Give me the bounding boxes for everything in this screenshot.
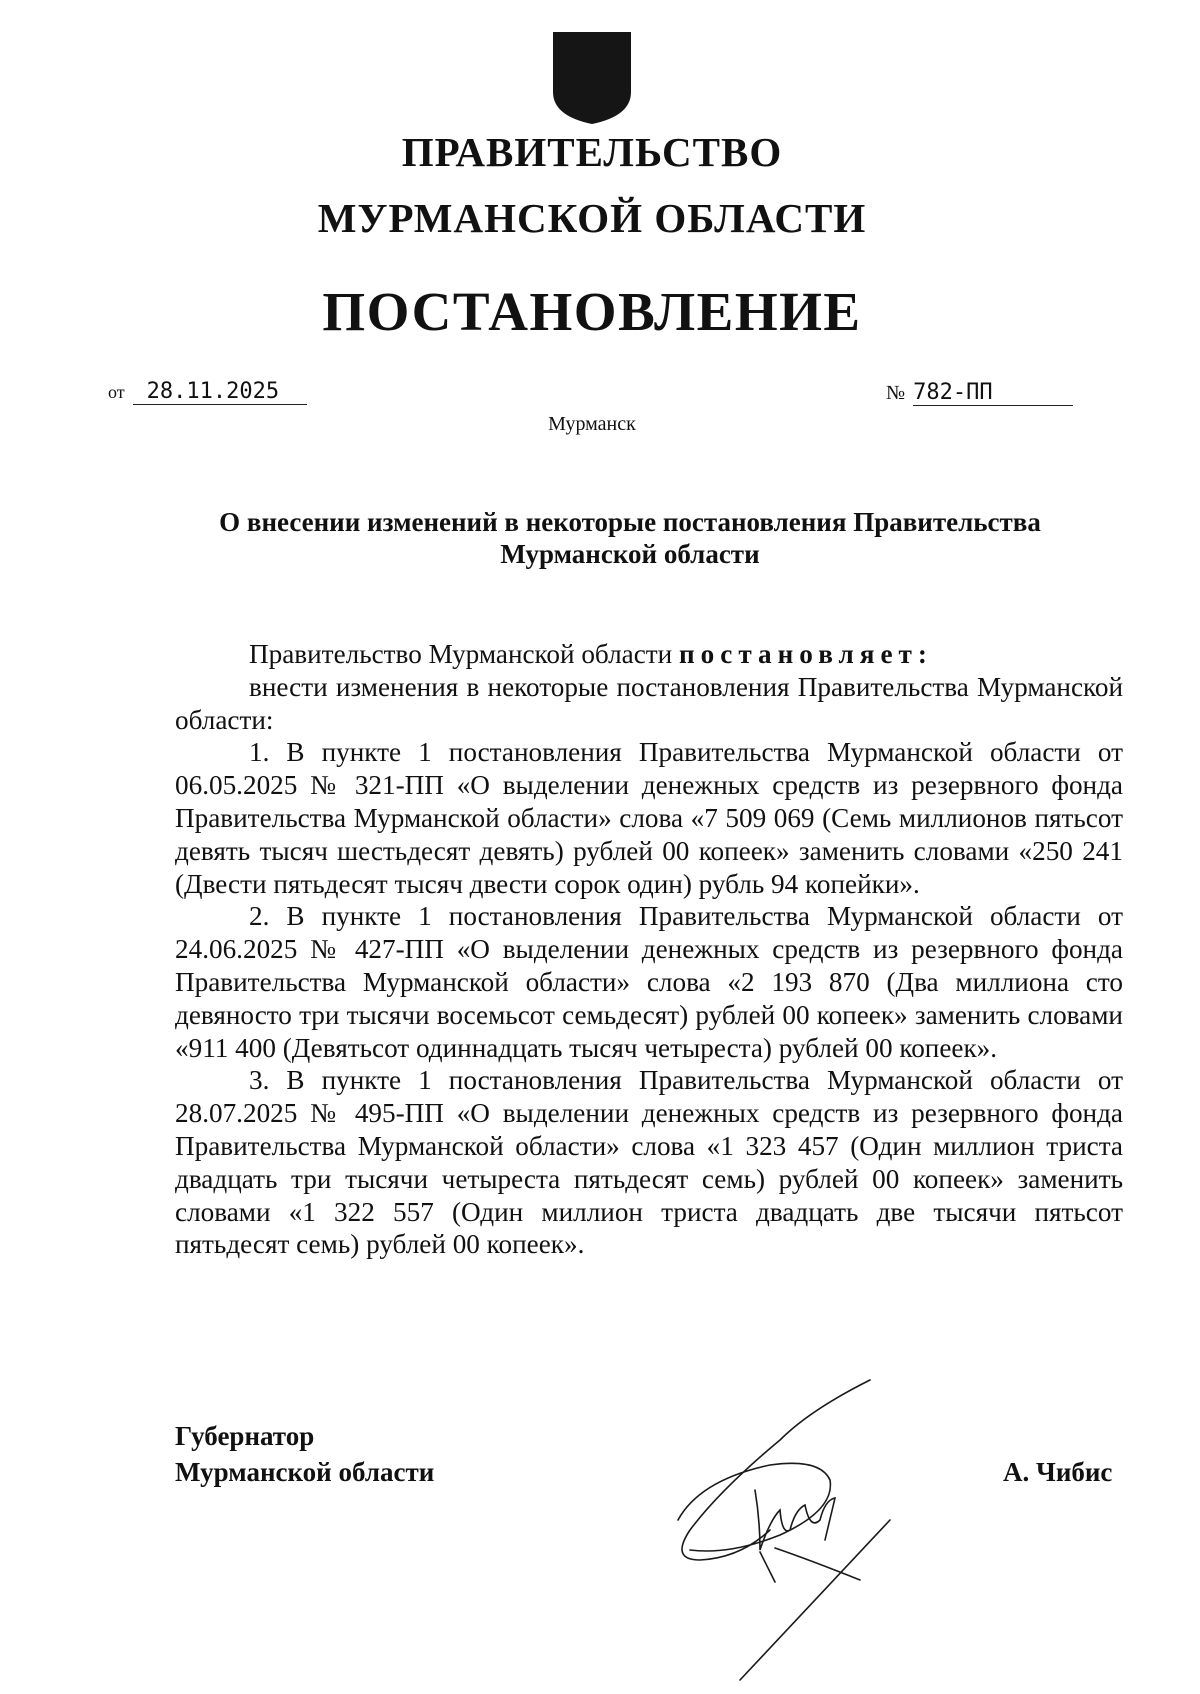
org-name-line1: ПРАВИТЕЛЬСТВО: [401, 129, 783, 175]
org-name-line2: МУРМАНСКОЙ ОБЛАСТИ: [317, 195, 867, 241]
city: Мурманск: [548, 413, 636, 435]
paragraph-item-1: 1. В пункте 1 постановления Правительства Мурманской области от 06.05.2025 № 321-ПП «О выделении денежных средств из резервного фонда Правительства Мурманской области» слова «7 509 069 (Семь миллионов пятьсот девять тысяч шестьдесят девять) рублей 00 копеек» заменить словами «250 241 (Двести пятьдесят тысяч двести сорок один) рубль 94 копейки».: [175, 737, 1123, 899]
signatory-name: А. Чибис: [1003, 1457, 1113, 1487]
signatory-position: [175, 1418, 434, 1490]
handwritten-signature: [660, 1370, 940, 1690]
document-title: О внесении изменений в некоторые постановления Правительства Мурманской области: [219, 507, 1041, 569]
document-date: 28.11.2025: [133, 380, 307, 405]
date-row: [108, 380, 307, 405]
date-label: от: [108, 382, 125, 402]
number-row: [886, 381, 1073, 406]
paragraph-item-3: 3. В пункте 1 постановления Правительства Мурманской области от 28.07.2025 № 495-ПП «О выделении денежных средств из резервного фонда Правительства Мурманской области» слова «1 323 457 (Один миллион триста двадцать три тысячи четыреста пятьдесят семь) рублей 00 копеек» заменить словами «1 322 557 (Один миллион триста двадцать две тысячи пятьсот пятьдесят семь) рублей 00 копеек».: [175, 1065, 1123, 1260]
coat-of-arms-icon: [551, 30, 633, 126]
intro-verb: постановляет:: [679, 639, 933, 669]
intro-text: Правительство Мурманской области: [249, 639, 673, 669]
intro-line2: внести изменения в некоторые постановления Правительства Мурманской области:: [175, 671, 1123, 735]
intro-paragraph: [175, 638, 1123, 671]
document-number: 782-ПП: [913, 381, 1073, 406]
number-label: №: [886, 382, 906, 404]
position-line2: Мурманской области: [175, 1457, 435, 1487]
document-body: [175, 638, 1123, 1261]
paragraph-item-2: 2. В пункте 1 постановления Правительства Мурманской области от 24.06.2025 № 427-ПП «О выделении денежных средств из резервного фонда Правительства Мурманской области» слова «2 193 870 (Два миллиона сто девяносто три тысячи восемьсот семьдесят) рублей 00 копеек» заменить словами «911 400 (Девятьсот одиннадцать тысяч четыреста) рублей 00 копеек».: [175, 901, 1123, 1063]
position-line1: Губернатор: [175, 1421, 315, 1451]
document-type: ПОСТАНОВЛЕНИЕ: [322, 281, 862, 342]
